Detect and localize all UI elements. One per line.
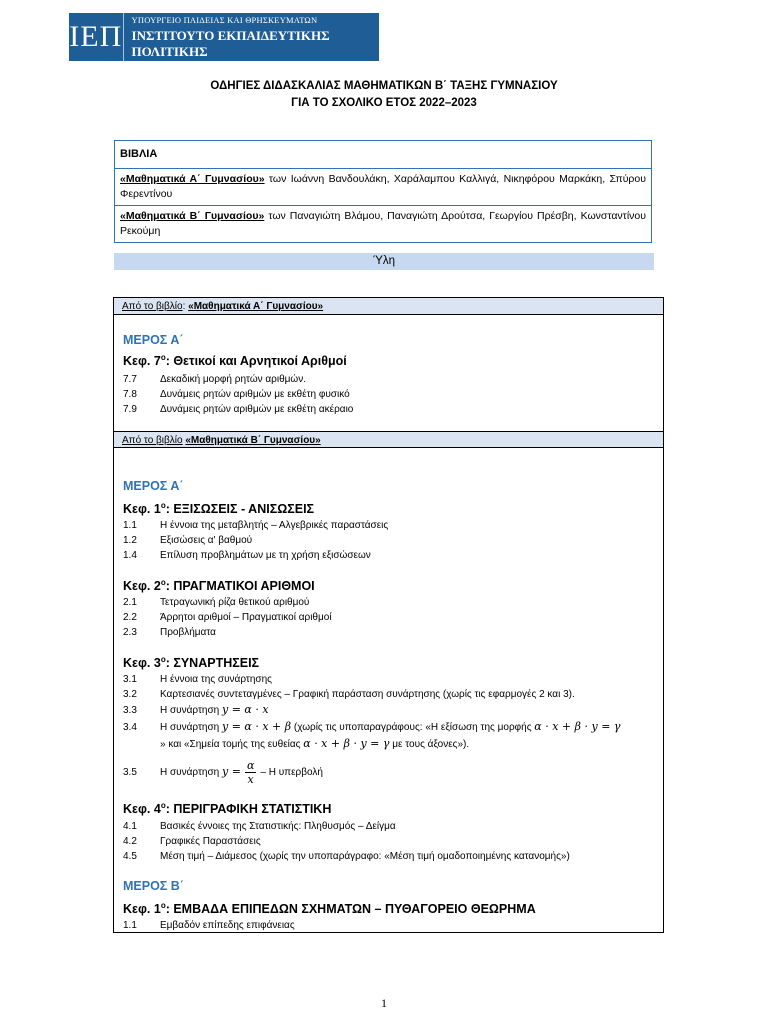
formula: α · x + β · y = γ — [303, 737, 390, 750]
books-table — [114, 140, 652, 243]
chapter-title: : ΣΥΝΑΡΤΗΣΕΙΣ — [165, 656, 260, 671]
syllabus-heading: Ύλη — [114, 253, 654, 270]
item-number: 4.1 — [123, 821, 137, 832]
item-number: 1.1 — [123, 520, 137, 531]
source-book-a-bar — [114, 298, 663, 315]
chapter-1-heading — [123, 501, 314, 516]
book-2-authors: των Παναγιώτη Βλάμου, Παναγιώτη Δρούτσα, Γεωργίου Πρέσβη, Κωνσταντίνου Ρεκούμη — [120, 210, 646, 237]
chapter-1-part-b-heading — [123, 901, 536, 916]
item-text: Εξισώσεις α' βαθμού — [160, 535, 253, 546]
chapter-sup: ο — [160, 578, 166, 587]
list-item — [123, 849, 570, 864]
item-number: 7.7 — [123, 374, 137, 385]
item-text: » και «Σημεία τομής της ευθείας — [160, 739, 304, 750]
item-text: – Η υπερβολή — [260, 767, 323, 778]
item-text: Η συνάρτηση — [160, 705, 222, 716]
item-text: Καρτεσιανές συντεταγμένες – Γραφική παράσταση συνάρτησης (χωρίς τις εφαρμογές 2 και 3). — [160, 689, 575, 700]
formula: y = — [222, 765, 241, 778]
item-number: 1.1 — [123, 920, 137, 931]
chapter-title: : ΕΜΒΑΔΑ ΕΠΙΠΕΔΩΝ ΣΧΗΜΑΤΩΝ – ΠΥΘΑΓΟΡΕΙΟ ΘΕΩΡΗΜΑ — [165, 902, 536, 917]
book-1-authors: των Ιωάννη Βανδουλάκη, Χαράλαμπου Καλλιγά, Νικηφόρου Μαρκάκη, Σπύρου Φερεντίνου — [120, 173, 646, 200]
list-item — [123, 372, 306, 387]
chapter-sup: ο — [160, 655, 166, 664]
list-item — [123, 918, 295, 933]
list-item — [123, 672, 272, 687]
chapter-3-heading — [123, 655, 259, 670]
item-number: 1.4 — [123, 550, 137, 561]
fraction-numerator: α — [246, 758, 255, 772]
item-number: 7.8 — [123, 389, 137, 400]
item-number: 4.2 — [123, 836, 137, 847]
item-text: Προβλήματα — [160, 627, 216, 638]
item-number: 3.1 — [123, 674, 137, 685]
source-a-prefix: Από το βιβλίο — [122, 301, 183, 312]
chapter-sup: ο — [160, 801, 166, 810]
syllabus-content — [113, 297, 664, 933]
formula: α · x + β · y = γ — [534, 720, 621, 733]
book-1-title: «Μαθηματικά Α΄ Γυμνασίου» — [120, 173, 265, 185]
ministry-name: ΥΠΟΥΡΓΕΙΟ ΠΑΙΔΕΙΑΣ ΚΑΙ ΘΡΗΣΚΕΥΜΑΤΩΝ — [131, 14, 318, 25]
item-text: Δυνάμεις ρητών αριθμών με εκθέτη φυσικό — [160, 389, 350, 400]
chapter-sup: ο — [160, 353, 166, 362]
list-item-continued — [160, 736, 469, 751]
formula: y = α · x + β — [222, 720, 292, 733]
source-a-book: «Μαθηματικά Α΄ Γυμνασίου» — [188, 301, 324, 312]
logo-mark: ΙΕΠ — [69, 13, 124, 61]
item-text: Γραφικές Παραστάσεις — [160, 836, 261, 847]
list-item — [123, 757, 323, 787]
list-item — [123, 595, 309, 610]
chapter-2-heading — [123, 578, 315, 593]
chapter-title: : ΠΡΑΓΜΑΤΙΚΟΙ ΑΡΙΘΜΟΙ — [165, 579, 315, 594]
book-row-1 — [115, 169, 652, 206]
chapter-7-heading — [123, 353, 347, 368]
list-item — [123, 819, 396, 834]
list-item — [123, 533, 252, 548]
books-header: ΒΙΒΛΙΑ — [115, 141, 652, 169]
book-row-2 — [115, 206, 652, 243]
item-text: Η συνάρτηση — [160, 767, 222, 778]
section-part-b: ΜΕΡΟΣ Β΄ — [123, 879, 184, 893]
source-b-book: «Μαθηματικά Β΄ Γυμνασίου» — [185, 435, 321, 446]
chapter-title: : ΕΞΙΣΩΣΕΙΣ - ΑΝΙΣΩΣΕΙΣ — [165, 502, 315, 517]
item-text: Δεκαδική μορφή ρητών αριθμών. — [160, 374, 307, 385]
list-item — [123, 518, 388, 533]
chapter-sup: ο — [160, 501, 166, 510]
item-text: (χωρίς τις υποπαραγράφους: «Η εξίσωση της μορφής — [291, 722, 535, 733]
item-text: Η συνάρτηση — [160, 722, 222, 733]
list-item — [123, 610, 332, 625]
document-title-line2: ΓΙΑ ΤΟ ΣΧΟΛΙΚΟ ΕΤΟΣ 2022–2023 — [291, 97, 477, 109]
page-number: 1 — [381, 996, 387, 1010]
item-number: 7.9 — [123, 404, 137, 415]
item-number: 3.3 — [123, 705, 137, 716]
item-number: 4.5 — [123, 851, 137, 862]
list-item — [123, 625, 216, 640]
chapter-title: : ΠΕΡΙΓΡΑΦΙΚΗ ΣΤΑΤΙΣΤΙΚΗ — [165, 802, 332, 817]
list-item — [123, 834, 261, 849]
list-item — [123, 548, 371, 563]
chapter-prefix: Κεφ. 1 — [123, 902, 161, 917]
list-item — [123, 402, 353, 417]
chapter-prefix: Κεφ. 3 — [123, 656, 161, 671]
item-text: Βασικές έννοιες της Στατιστικής: Πληθυσμός – Δείγμα — [160, 821, 396, 832]
section-part-a-book-b: ΜΕΡΟΣ Α΄ — [123, 479, 184, 493]
list-item — [123, 387, 350, 402]
formula: y = α · x — [222, 703, 269, 716]
item-text: Τετραγωνική ρίζα θετικού αριθμού — [160, 597, 310, 608]
item-text: Δυνάμεις ρητών αριθμών με εκθέτη ακέραιο — [160, 404, 354, 415]
item-number: 3.5 — [123, 767, 137, 778]
chapter-prefix: Κεφ. 1 — [123, 502, 161, 517]
item-text: με τους άξονες»). — [389, 739, 470, 750]
source-a-sep: : — [182, 301, 189, 312]
fraction-denominator: x — [247, 772, 254, 786]
fraction — [245, 759, 256, 786]
item-number: 2.3 — [123, 627, 137, 638]
institute-name: ΙΝΣΤΙΤΟΥΤΟ ΕΚΠΑΙΔΕΥΤΙΚΗΣ ΠΟΛΙΤΙΚΗΣ — [131, 27, 330, 59]
source-book-b-bar — [114, 431, 663, 448]
institute-logo — [69, 13, 379, 61]
item-text: Η έννοια της μεταβλητής – Αλγεβρικές παραστάσεις — [160, 520, 389, 531]
document-title-line1: ΟΔΗΓΙΕΣ ΔΙΔΑΣΚΑΛΙΑΣ ΜΑΘΗΜΑΤΙΚΩΝ Β΄ ΤΑΞΗΣ ΓΥΜΝΑΣΙΟΥ — [210, 80, 558, 92]
item-number: 2.1 — [123, 597, 137, 608]
section-part-a-book-a: ΜΕΡΟΣ Α΄ — [123, 333, 184, 347]
chapter-prefix: Κεφ. 4 — [123, 802, 161, 817]
book-2-title: «Μαθηματικά Β΄ Γυμνασίου» — [120, 210, 265, 222]
list-item — [123, 687, 575, 702]
item-text: Εμβαδόν επίπεδης επιφάνειας — [160, 920, 295, 931]
chapter-4-heading — [123, 801, 331, 816]
item-number: 2.2 — [123, 612, 137, 623]
item-text: Επίλυση προβλημάτων με τη χρήση εξισώσεων — [160, 550, 371, 561]
item-number: 1.2 — [123, 535, 137, 546]
list-item — [123, 719, 620, 734]
list-item — [123, 702, 269, 717]
item-number: 3.4 — [123, 722, 137, 733]
item-text: Άρρητοι αριθμοί – Πραγματικοί αριθμοί — [160, 612, 332, 623]
chapter-sup: ο — [160, 901, 166, 910]
chapter-prefix: Κεφ. 7 — [123, 354, 161, 369]
source-b-prefix: Από το βιβλίο — [122, 435, 183, 446]
logo-text — [124, 15, 379, 60]
chapter-prefix: Κεφ. 2 — [123, 579, 161, 594]
chapter-title: : Θετικοί και Αρνητικοί Αριθμοί — [165, 354, 347, 369]
item-text: Μέση τιμή – Διάμεσος (χωρίς την υποπαράγραφο: «Μέση τιμή ομαδοποιημένης κατανομής») — [160, 851, 570, 862]
item-text: Η έννοια της συνάρτησης — [160, 674, 272, 685]
item-number: 3.2 — [123, 689, 137, 700]
